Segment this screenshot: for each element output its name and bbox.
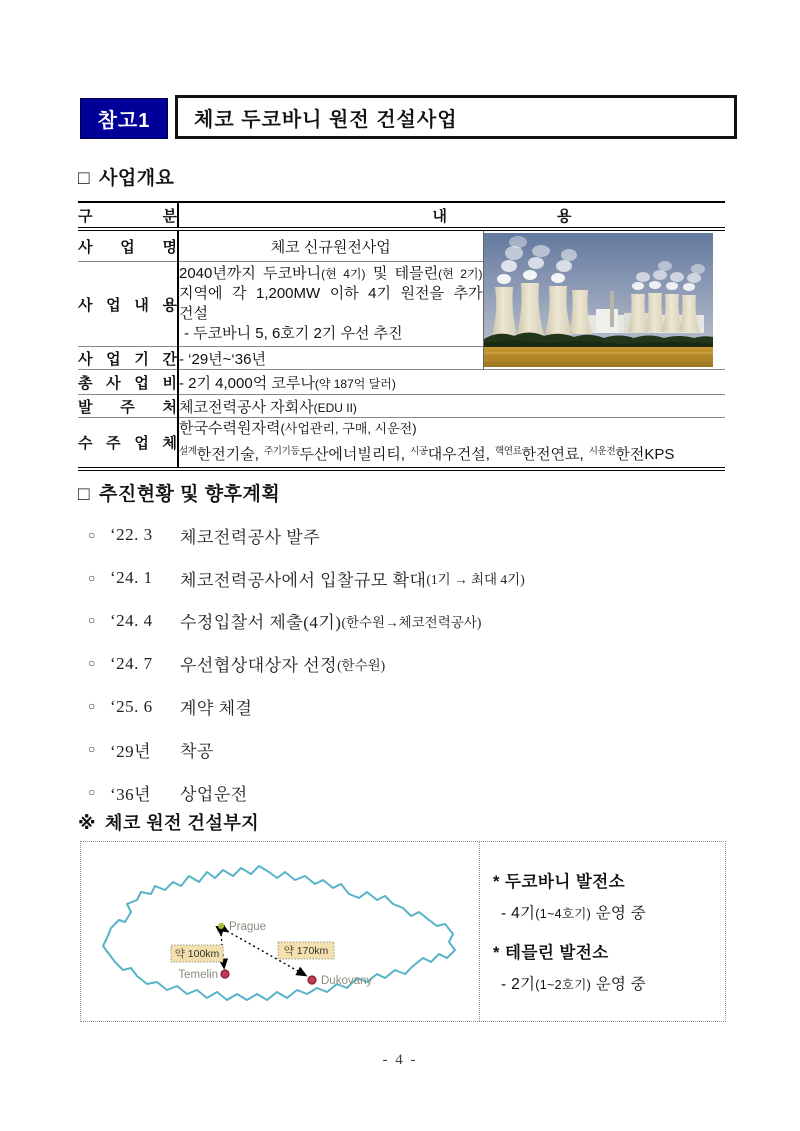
prague-label: Prague	[229, 921, 267, 933]
vendor-name: 두산에너빌리티,	[299, 446, 406, 463]
row-label: 발 주 처	[78, 395, 178, 418]
square-marker-icon: □	[78, 168, 90, 189]
page-number: - 4 -	[382, 1052, 418, 1068]
timeline-date: ‘29년	[110, 741, 152, 761]
temelin-label: Temelin	[178, 969, 218, 981]
distance-label-170km	[278, 942, 334, 959]
table-row	[78, 418, 725, 470]
circle-bullet-icon: ○	[88, 570, 96, 585]
table-row	[78, 370, 725, 395]
timeline-item	[88, 557, 738, 600]
scope-paren: (현 2기)	[438, 267, 483, 281]
legend-sub-tail: 운영 중	[595, 976, 647, 993]
header-content-right: 용	[557, 207, 572, 225]
table-row	[78, 229, 725, 262]
vendor-role: 주기기등	[263, 446, 300, 457]
project-client-value	[178, 395, 725, 418]
legend-sub	[501, 901, 713, 923]
section-title: 추진현황 및 향후계획	[98, 484, 281, 505]
circle-bullet-icon: ○	[88, 699, 96, 714]
legend-sub-paren: (1~4호기)	[535, 907, 592, 921]
section-title: 사업개요	[98, 168, 175, 189]
row-label: 총 사 업 비	[78, 370, 178, 395]
project-period-value: - ‘29년~‘36년	[178, 347, 483, 370]
circle-bullet-icon: ○	[88, 741, 96, 756]
vendor-item	[179, 446, 259, 463]
vendor-item	[410, 446, 490, 463]
timeline-item	[88, 514, 738, 557]
vendor-role: 설계	[179, 446, 197, 457]
svg-text:약 170km: 약 170km	[283, 945, 329, 957]
legend-sub-main: - 4기	[501, 905, 536, 922]
project-cost-value	[178, 370, 725, 395]
vendor-item	[589, 446, 675, 463]
legend-sub-tail: 운영 중	[595, 905, 647, 922]
timeline-text: 체코전력공사 발주	[180, 527, 321, 547]
timeline-date: ‘24. 4	[110, 610, 153, 630]
timeline-paren: (한수원)	[337, 657, 386, 673]
project-name-value: 체코 신규원전사업	[178, 229, 483, 262]
table-row	[78, 395, 725, 418]
cost-paren: (약 187억 달러)	[314, 376, 396, 391]
timeline-item	[88, 642, 738, 685]
section-title: 체코 원전 건설부지	[105, 813, 260, 833]
site-map-box	[80, 841, 726, 1022]
timeline-item	[88, 685, 738, 728]
page-title: 체코 두코바니 원전 건설사업	[175, 95, 737, 139]
scope-text: 지역에 각 1,200MW 이하 4기 원전을 추가 건설	[179, 285, 483, 322]
timeline-text: 수정입찰서 제출(4기)	[180, 613, 342, 633]
timeline-item	[88, 728, 738, 771]
vendor-role: 시운전	[588, 446, 616, 457]
legend-title: * 테믈린 발전소	[493, 944, 609, 962]
project-contractor-value	[178, 418, 725, 470]
plant-photo-cell	[483, 229, 725, 370]
square-marker-icon: □	[78, 484, 90, 505]
circle-bullet-icon: ○	[88, 656, 96, 671]
dukovany-dot	[308, 976, 316, 984]
reference-tag: 참고1	[80, 98, 168, 139]
contractor-paren: (사업관리, 구매, 시운전)	[280, 421, 417, 436]
row-label: 사 업 내 용	[78, 262, 178, 347]
map-legend	[493, 868, 713, 1010]
timeline-paren: (한수원→체코전력공사)	[341, 614, 482, 630]
project-info-table	[78, 201, 725, 471]
scope-text: 2040년까지 두코바니	[179, 265, 322, 282]
vendor-name: 한전연료,	[521, 446, 584, 463]
circle-bullet-icon: ○	[88, 784, 96, 799]
timeline-text: 계약 체결	[180, 699, 253, 719]
temelin-dot	[221, 970, 229, 978]
timeline-paren: (1기 → 최대 4기)	[426, 572, 525, 588]
prague-dot	[218, 923, 224, 929]
timeline-date: ‘24. 7	[110, 653, 153, 673]
timeline-list	[88, 514, 738, 814]
vendor-role: 시공	[410, 446, 428, 457]
czech-map	[81, 842, 479, 1019]
row-label: 사 업 기 간	[78, 347, 178, 370]
timeline-text: 착공	[180, 741, 214, 761]
timeline-date: ‘25. 6	[110, 696, 153, 716]
section-heading-overview	[78, 163, 174, 190]
row-label: 사 업 명	[78, 229, 178, 262]
timeline-item	[88, 600, 738, 643]
scope-paren: (현 4기)	[321, 267, 366, 281]
row-label: 수 주 업 체	[78, 418, 178, 470]
plant-photo	[484, 233, 713, 367]
legend-sub-main: - 2기	[501, 976, 536, 993]
circle-bullet-icon: ○	[88, 527, 96, 542]
cost-text: - 2기 4,000억 코루나	[179, 374, 315, 392]
timeline-date: ‘24. 1	[110, 568, 153, 588]
contractor-main: 한국수력원자력	[179, 420, 281, 437]
table-header-row	[78, 202, 725, 229]
client-text: 체코전력공사 자회사	[179, 398, 314, 416]
legend-sub-paren: (1~2호기)	[535, 978, 592, 992]
timeline-text: 체코전력공사에서 입찰규모 확대	[180, 570, 427, 590]
vendor-role: 핵연료	[494, 446, 522, 457]
vendor-item	[495, 446, 584, 463]
header-content-left: 내	[432, 207, 447, 225]
timeline-date: ‘22. 3	[110, 525, 153, 545]
dukovany-label: Dukovany	[321, 975, 373, 987]
timeline-text: 우선협상대상자 선정	[180, 656, 338, 676]
section-heading-plan	[78, 479, 280, 506]
client-paren: (EDU II)	[313, 400, 357, 415]
vendor-name: 한전KPS	[615, 446, 675, 463]
country-outline	[103, 866, 455, 1000]
timeline-item	[88, 771, 738, 814]
legend-sub	[501, 972, 713, 994]
vendor-name: 한전기술,	[196, 446, 259, 463]
svg-text:약 100km: 약 100km	[174, 948, 220, 960]
distance-label-100km	[171, 945, 223, 962]
header-col-content	[178, 202, 725, 229]
circle-bullet-icon: ○	[88, 613, 96, 628]
map-legend-divider	[479, 842, 480, 1021]
section-heading-site	[78, 809, 259, 835]
timeline-date: ‘36년	[110, 784, 152, 804]
project-scope-value	[178, 262, 483, 347]
scope-text: 및 테믈린	[365, 265, 439, 282]
vendor-item	[264, 446, 405, 463]
header-col-label: 구 분	[78, 202, 178, 229]
scope-subitem: - 두코바니 5, 6호기 2기 우선 추진	[184, 325, 403, 342]
reference-mark-icon: ※	[78, 813, 96, 833]
vendor-name: 대우건설,	[427, 446, 490, 463]
timeline-text: 상업운전	[180, 784, 248, 804]
legend-title: * 두코바니 발전소	[493, 873, 626, 891]
